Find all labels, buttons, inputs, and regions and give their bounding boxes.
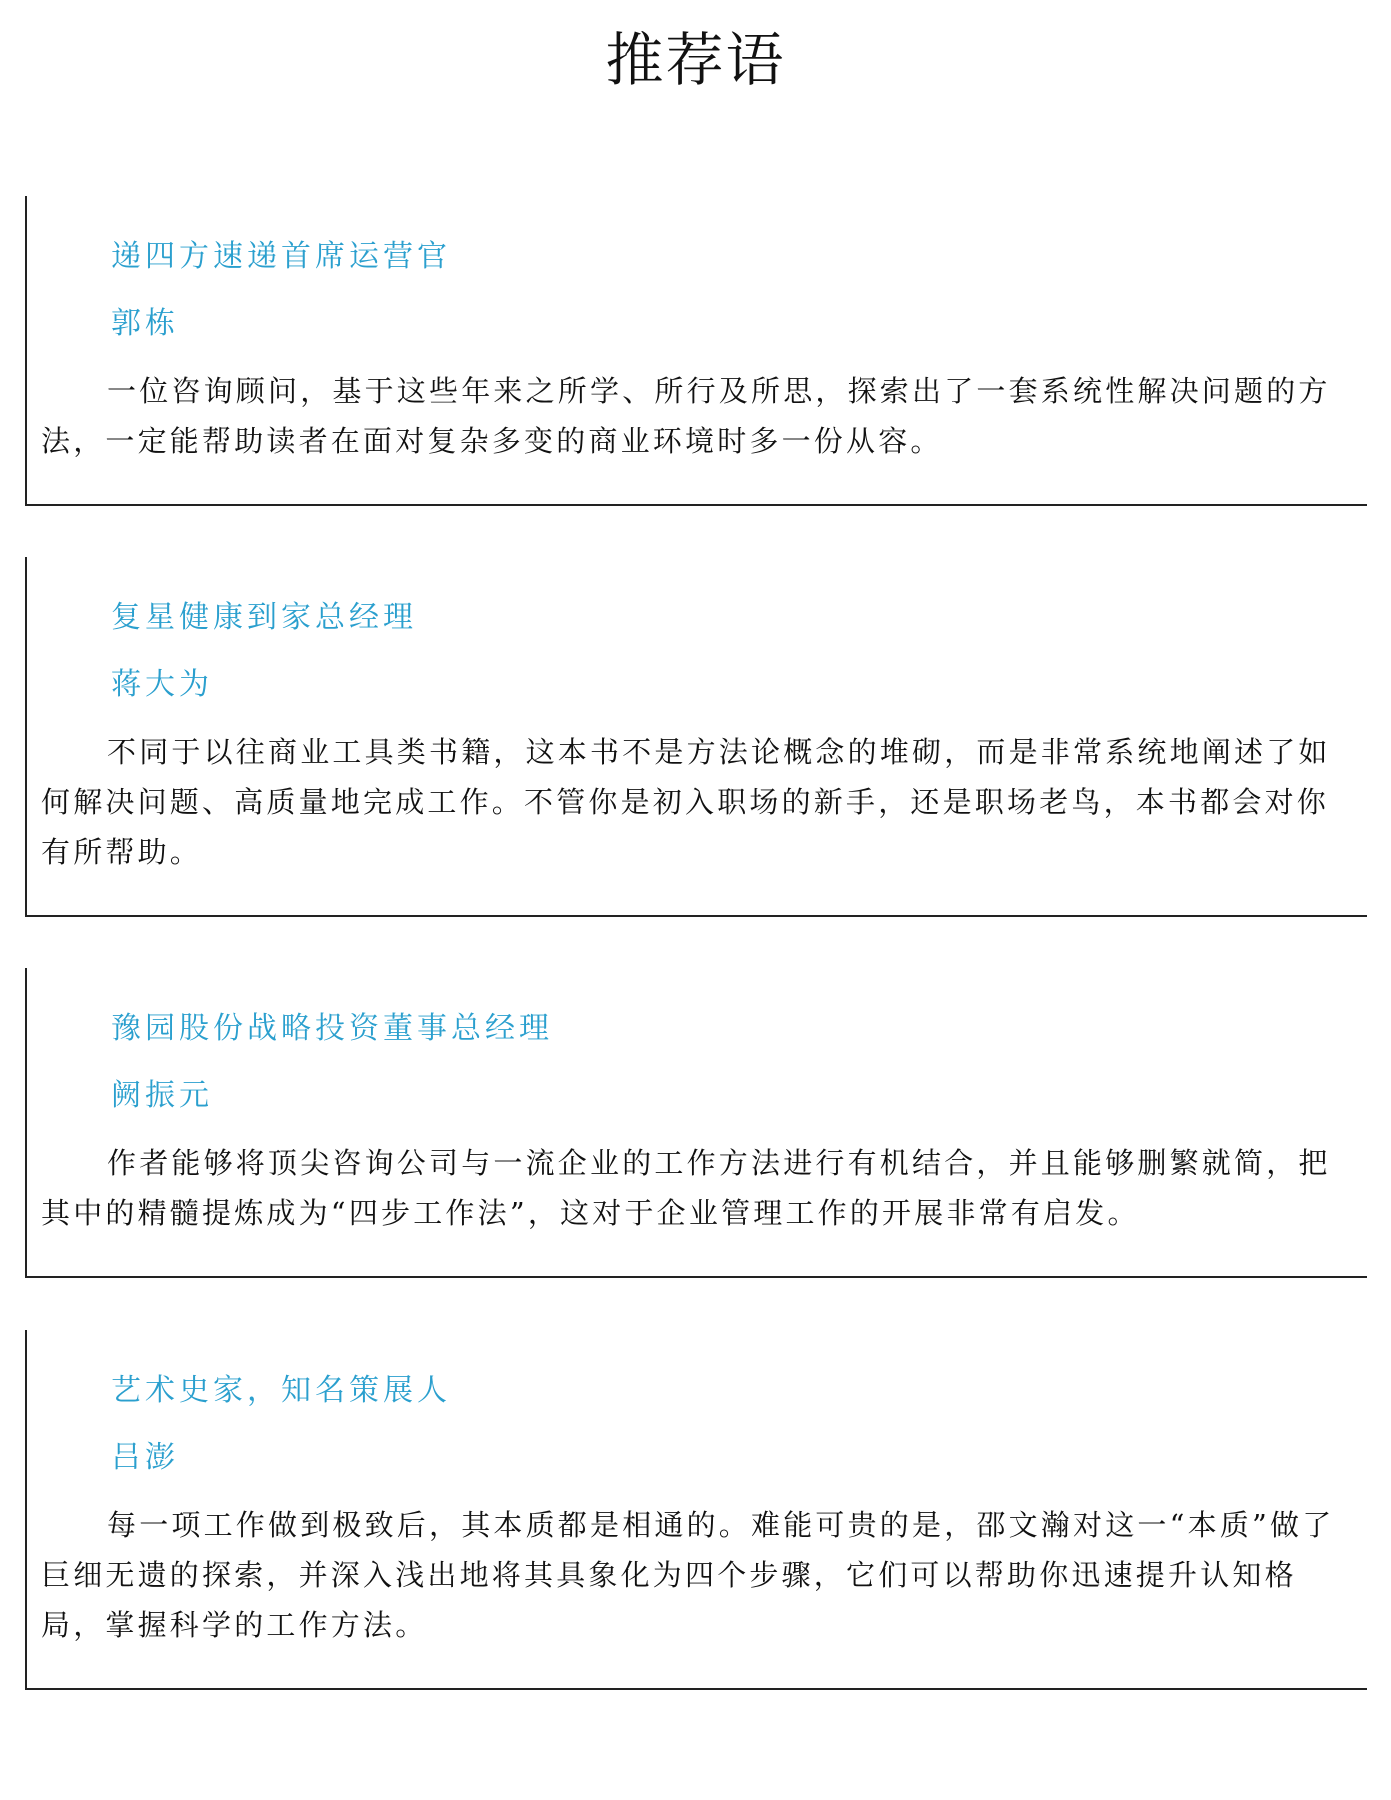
testimonial-name: 阙振元 — [111, 1078, 213, 1113]
testimonial-role: 递四方速递首席运营官 — [111, 239, 451, 274]
testimonial-text: 一位咨询顾问，基于这些年来之所学、所行及所思，探索出了一套系统性解决问题的方法，一定能帮助读者在面对复杂多变的商业环境时多一份从容。 — [41, 374, 1331, 458]
testimonial-role: 豫园股份战略投资董事总经理 — [111, 1011, 553, 1046]
testimonial-role: 复星健康到家总经理 — [111, 600, 417, 635]
testimonial-text: 作者能够将顶尖咨询公司与一流企业的工作方法进行有机结合，并且能够删繁就简，把其中的精髓提炼成为“四步工作法”，这对于企业管理工作的开展非常有启发。 — [41, 1146, 1331, 1230]
testimonial-name: 吕澎 — [111, 1440, 179, 1475]
testimonial-card — [25, 557, 1367, 917]
testimonial-name: 郭栋 — [111, 306, 179, 341]
page-title: 推荐语 — [605, 26, 786, 94]
testimonial-card — [25, 196, 1367, 506]
testimonial-name: 蒋大为 — [111, 667, 213, 702]
testimonial-text: 每一项工作做到极致后，其本质都是相通的。难能可贵的是，邵文瀚对这一“本质”做了巨细无遗的探索，并深入浅出地将其具象化为四个步骤，它们可以帮助你迅速提升认知格局，掌握科学的工作方法。 — [41, 1508, 1335, 1642]
testimonial-card — [25, 1330, 1367, 1690]
testimonial-text: 不同于以往商业工具类书籍，这本书不是方法论概念的堆砌，而是非常系统地阐述了如何解决问题、高质量地完成工作。不管你是初入职场的新手，还是职场老鸟，本书都会对你有所帮助。 — [41, 735, 1331, 869]
testimonial-role: 艺术史家，知名策展人 — [111, 1373, 451, 1408]
testimonial-card — [25, 968, 1367, 1278]
